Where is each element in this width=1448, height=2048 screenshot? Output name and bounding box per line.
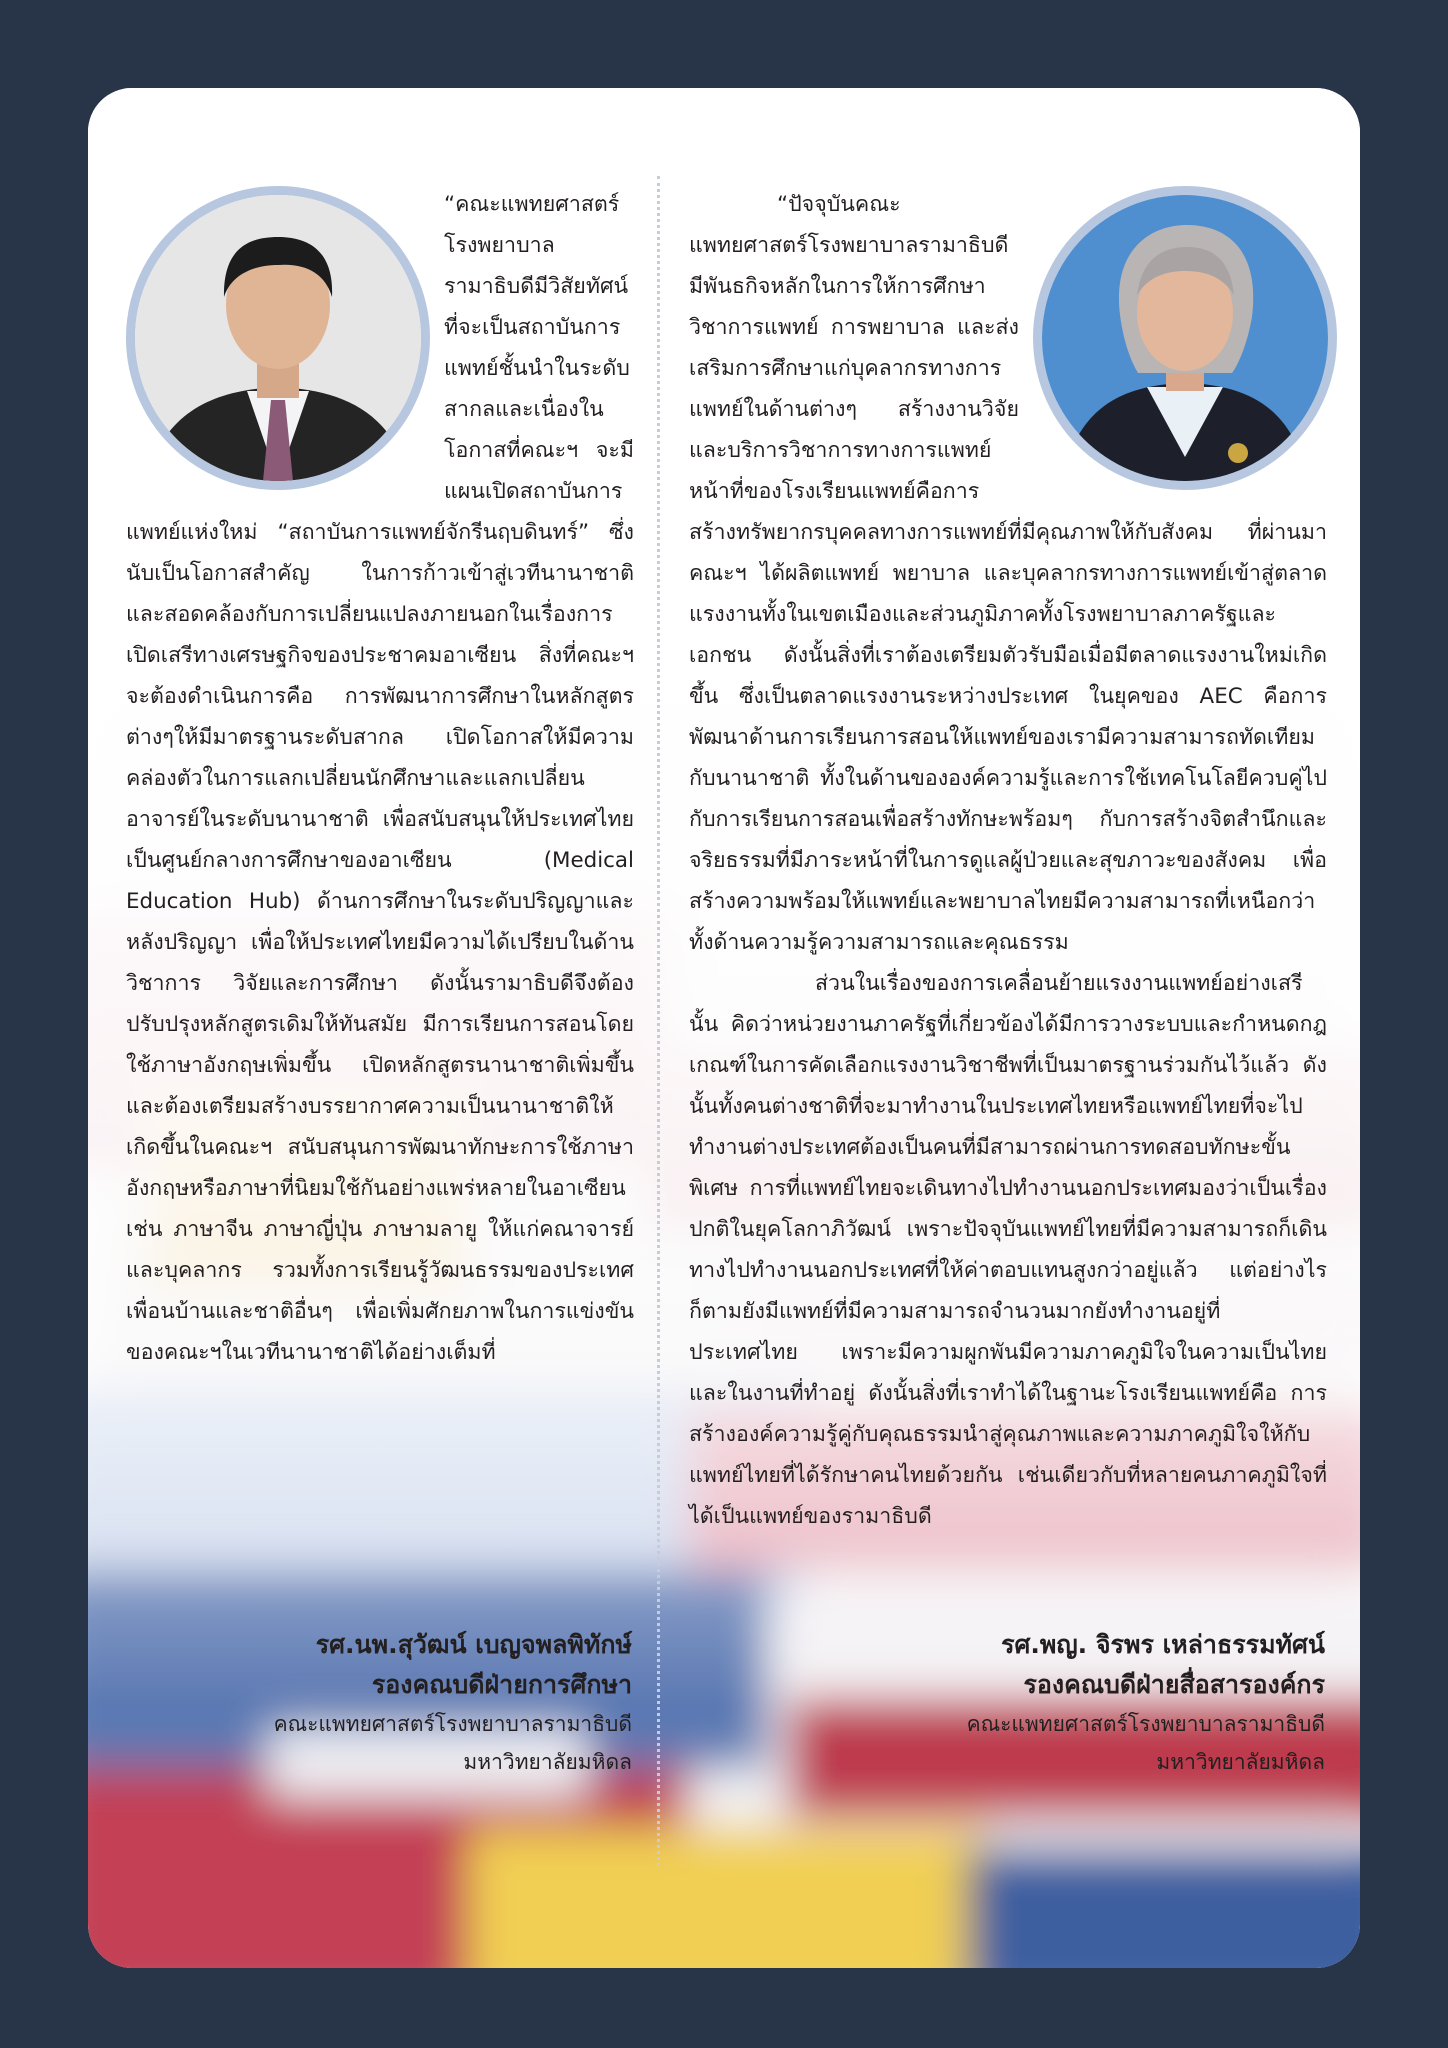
portrait-jiraporn-photo: [1033, 186, 1337, 490]
right-signature-position: รองคณบดีฝ่ายสื่อสารองค์กร: [1023, 1670, 1325, 1699]
left-signature: [126, 1625, 632, 1781]
right-paragraph-2: ส่วนในเรื่องของการเคลื่อนย้ายแรงงานแพทย์อย่างเสรีนั้น คิดว่าหน่วยงานภาครัฐที่เกี่ยวข้องได้มีการวางระบบและกำหนดกฎเกณฑ์ในการคัดเลือกแรงงานวิชาชีพที่เป็นมาตรฐานร่วมกันไว้แล้ว ดังนั้นทั้งคนต่างชาติที่จะมาทำงานในประเทศไทยหรือแพทย์ไทยที่จะไปทำงานต่างประเทศต้องเป็นคนที่มีสามารถผ่านการทดสอบทักษะขั้นพิเศษ การที่แพทย์ไทยจะเดินทางไปทำงานนอกประเทศมองว่าเป็นเรื่องปกติในยุคโลกาภิวัฒน์ เพราะปัจจุบันแพทย์ไทยที่มีความสามารถก็เดินทางไปทำงานนอกประเทศที่ให้ค่าตอบแทนสูงกว่าอยู่แล้ว แต่อย่างไรก็ตามยังมีแพทย์ที่มีความสามารถจำนวนมากยังทำงานอยู่ที่ประเทศไทย เพราะมีความผูกพันมีความภาคภูมิใจในความเป็นไทยและในงานที่ทำอยู่ ดังนั้นสิ่งที่เราทำได้ในฐานะโรงเรียนแพทย์คือ การสร้างองค์ความรู้คู่กับคุณธรรมนำสู่คุณภาพและความภาคภูมิใจให้กับแพทย์ไทยที่ได้รักษาคนไทยด้วยกัน เช่นเดียวกับที่หลายคนภาคภูมิใจที่ได้เป็นแพทย์ของรามาธิบดี: [689, 971, 1327, 1529]
right-column: [689, 184, 1327, 1537]
left-signature-faculty: คณะแพทยศาสตร์โรงพยาบาลรามาธิบดี: [273, 1712, 632, 1736]
article-page: [88, 88, 1360, 1968]
left-quote-text: “คณะแพทยศาสตร์โรงพยาบาลรามาธิบดีมีวิสัยทัศน์ที่จะเป็นสถาบันการแพทย์ชั้นนำในระดับสากลและเนื่องในโอกาสที่คณะฯ จะมีแผนเปิดสถาบันการแพทย์แห่งใหม่ “สถาบันการแพทย์จักรีนฤบดินทร์” ซึ่งนับเป็นโอกาสสำคัญ ในการก้าวเข้าสู่เวทีนานาชาติ และสอดคล้องกับการเปลี่ยนแปลงภายนอกในเรื่องการเปิดเสรีทางเศรษฐกิจของประชาคมอาเซียน สิ่งที่คณะฯจะต้องดำเนินการคือ การพัฒนาการศึกษาในหลักสูตรต่างๆให้มีมาตรฐานระดับสากล เปิดโอกาสให้มีความคล่องตัวในการแลกเปลี่ยนนักศึกษาและแลกเปลี่ยนอาจารย์ในระดับนานาชาติ เพื่อสนับสนุนให้ประเทศไทยเป็นศูนย์กลางการศึกษาของอาเซียน (Medical Education Hub) ด้านการศึกษาในระดับปริญญาและหลังปริญญา เพื่อให้ประเทศไทยมีความได้เปรียบในด้านวิชาการ วิจัยและการศึกษา ดังนั้นรามาธิบดีจึงต้องปรับปรุงหลักสูตรเดิมให้ทันสมัย มีการเรียนการสอนโดยใช้ภาษาอังกฤษเพิ่มขึ้น เปิดหลักสูตรนานาชาติเพิ่มขึ้น และต้องเตรียมสร้างบรรยากาศความเป็นนานาชาติให้เกิดขึ้นในคณะฯ สนับสนุนการพัฒนาทักษะการใช้ภาษาอังกฤษหรือภาษาที่นิยมใช้กันอย่างแพร่หลายในอาเซียน เช่น ภาษาจีน ภาษาญี่ปุ่น ภาษามลายู ให้แก่คณาจารย์และบุคลากร รวมทั้งการเรียนรู้วัฒนธรรมของประเทศเพื่อนบ้านและชาติอื่นๆ เพื่อเพิ่มศักยภาพในการแข่งขันของคณะฯในเวทีนานาชาติได้อย่างเต็มที่: [126, 192, 634, 1365]
left-column: [126, 184, 634, 1373]
column-divider: [657, 176, 660, 1866]
right-signature-name: รศ.พญ. จิรพร เหล่าธรรมทัศน์: [1001, 1630, 1325, 1659]
right-paragraph-1: “ปัจจุบันคณะแพทยศาสตร์โรงพยาบาลรามาธิบดี มีพันธกิจหลักในการให้การศึกษาวิชาการแพทย์ การพยาบาล และส่งเสริมการศึกษาแก่บุคลากรทางการแพทย์ในด้านต่างๆ สร้างงานวิจัย และบริการวิชาการทางการแพทย์ หน้าที่ของโรงเรียนแพทย์คือการสร้างทรัพยากรบุคคลทางการแพทย์ที่มีคุณภาพให้กับสังคม ที่ผ่านมาคณะฯ ได้ผลิตแพทย์ พยาบาล และบุคลากรทางการแพทย์เข้าสู่ตลาดแรงงานทั้งในเขตเมืองและส่วนภูมิภาคทั้งโรงพยาบาลภาครัฐและเอกชน ดังนั้นสิ่งที่เราต้องเตรียมตัวรับมือเมื่อมีตลาดแรงงานใหม่เกิดขึ้น ซึ่งเป็นตลาดแรงงานระหว่างประเทศ ในยุคของ AEC คือการพัฒนาด้านการเรียนการสอนให้แพทย์ของเรามีความสามารถทัดเทียมกับนานาชาติ ทั้งในด้านขององค์ความรู้และการใช้เทคโนโลยีควบคู่ไปกับการเรียนการสอนเพื่อสร้างทักษะพร้อมๆ กับการสร้างจิตสำนึกและจริยธรรมที่มีภาระหน้าที่ในการดูแลผู้ป่วยและสุขภาวะของสังคม เพื่อสร้างความพร้อมให้แพทย์และพยาบาลไทยมีความสามารถที่เหนือกว่าทั้งด้านความรู้ความสามารถและคุณธรรม: [689, 192, 1327, 955]
portrait-suwat-photo: [126, 186, 430, 490]
right-signature: [689, 1625, 1325, 1781]
right-signature-faculty: คณะแพทยศาสตร์โรงพยาบาลรามาธิบดี: [966, 1712, 1325, 1736]
left-signature-name: รศ.นพ.สุวัฒน์ เบญจพลพิทักษ์: [315, 1630, 632, 1659]
right-signature-university: มหาวิทยาลัยมหิดล: [1156, 1750, 1325, 1774]
left-signature-position: รองคณบดีฝ่ายการศึกษา: [371, 1670, 632, 1699]
left-signature-university: มหาวิทยาลัยมหิดล: [463, 1750, 632, 1774]
